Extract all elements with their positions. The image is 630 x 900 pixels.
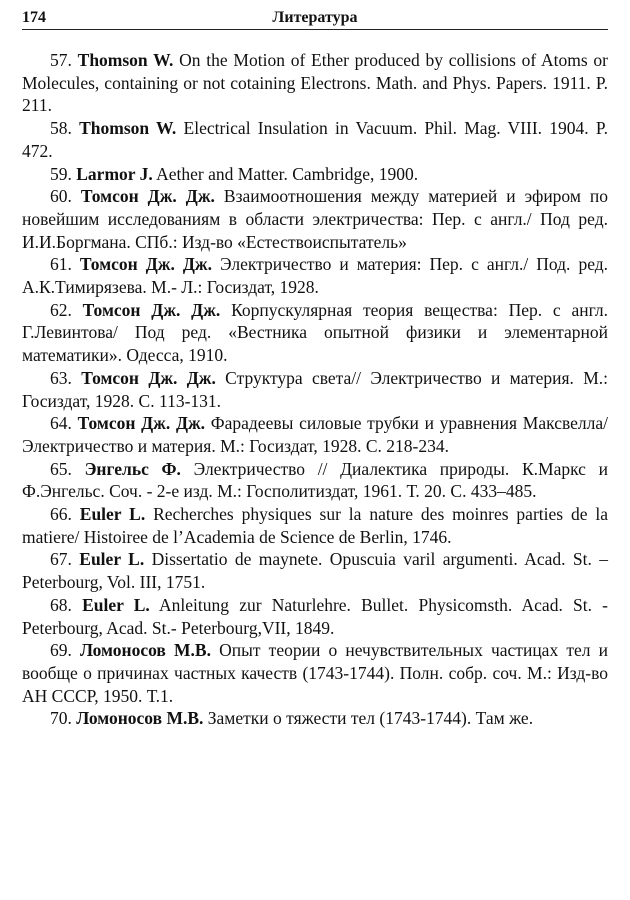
page-header: [22, 7, 608, 30]
reference-item: [22, 707, 608, 730]
reference-item: [22, 299, 608, 367]
reference-author: Euler L.: [82, 594, 150, 615]
reference-item: [22, 117, 608, 162]
reference-number: 57.: [50, 50, 72, 70]
reference-text: Dissertatio de maynete. Opuscuia varil argumenti. Acad. St. – Peterbourg, Vol. III, 1751.: [22, 549, 609, 593]
reference-author: Larmor J.: [76, 163, 153, 184]
reference-text: Корпускулярная теория вещества: Пер. с англ. Г.Левинтова/ Под ред. «Вестника опытной физики и элементарной математики». Одесса, 1910.: [22, 299, 608, 366]
reference-author: Euler L.: [79, 549, 145, 570]
reference-author: Ломоносов М.В.: [80, 640, 211, 661]
reference-item: [22, 594, 608, 639]
running-title: Литература: [272, 9, 358, 26]
reference-item: [22, 503, 608, 548]
reference-number: 66.: [50, 504, 72, 525]
reference-text: Электричество // Диалектика природы. К.Маркс и Ф.Энгельс. Соч. - 2-е изд. М.: Госполитиздат, 1961. Т. 20. С. 433–485.: [22, 458, 608, 502]
reference-text: Electrical Insulation in Vacuum. Phil. Mag. VIII. 1904. P. 472.: [22, 118, 609, 161]
reference-item: [22, 412, 608, 457]
reference-item: [22, 639, 608, 707]
reference-item: [22, 458, 608, 503]
reference-author: Томсон Дж. Дж.: [80, 186, 215, 207]
reference-number: 68.: [50, 594, 72, 615]
reference-author: Энгельс Ф.: [84, 458, 181, 479]
reference-author: Ломоносов М.В.: [76, 708, 204, 729]
reference-text: Recherches physiques sur la nature des moinres parties de la matiere/ Histoiree de l’Academia de Science de Berlin, 1746.: [22, 504, 608, 547]
reference-item: [22, 163, 608, 186]
reference-text: Фарадеевы силовые трубки и уравнения Максвелла/ Электричество и материя. М.: Госиздат, 1928. С. 218-234.: [22, 413, 608, 456]
reference-text: Взаимоотношения между материей и эфиром по новейшим исследованиям в области электричества: Пер. с англ./ Под ред. И.И.Боргмана. СПб.: Изд-во «Естествоиспытатель»: [22, 186, 609, 252]
reference-author: Томсон Дж. Дж.: [82, 299, 221, 320]
reference-text: Структура света// Электричество и материя. М.: Госиздат, 1928. С. 113-131.: [22, 367, 608, 411]
reference-list: [22, 49, 608, 730]
reference-author: Томсон Дж. Дж.: [81, 367, 216, 388]
reference-text: Anleitung zur Naturlehre. Bullet. Physicomsth. Acad. St. - Peterbourg, Acad. St.- Peterbourg,VII, 1849.: [22, 594, 608, 638]
reference-number: 67.: [50, 549, 72, 570]
reference-item: [22, 185, 608, 253]
reference-author: Томсон Дж. Дж.: [77, 413, 206, 434]
reference-author: Thomson W.: [79, 118, 177, 139]
reference-item: [22, 253, 608, 298]
reference-author: Euler L.: [79, 504, 146, 525]
reference-text: Электричество и материя: Пер. с англ./ Под. ред. А.К.Тимирязева. М.- Л.: Госиздат, 1928.: [22, 254, 609, 298]
reference-number: 61.: [50, 254, 72, 275]
reference-number: 65.: [50, 458, 72, 479]
reference-item: [22, 367, 608, 412]
reference-number: 64.: [50, 413, 72, 434]
reference-number: 59.: [50, 163, 72, 184]
reference-author: Томсон Дж. Дж.: [79, 254, 212, 275]
reference-text: On the Motion of Ether produced by collisions of Atoms or Molecules, containing or not cotaining Electrons. Math. and Phys. Papers. 1911. P. 211.: [22, 50, 609, 116]
reference-number: 60.: [50, 186, 72, 207]
reference-item: [22, 49, 608, 117]
reference-number: 70.: [50, 708, 72, 729]
reference-number: 63.: [50, 367, 72, 388]
reference-text: Опыт теории о нечувствительных частицах тел и вообще о причинах частных качеств (1743-1744). Полн. собр. соч. М.: Изд-во АН СССР, 1950. Т.1.: [22, 640, 609, 706]
reference-author: Thomson W.: [77, 50, 174, 70]
reference-text: Aether and Matter. Cambridge, 1900.: [156, 163, 419, 184]
reference-item: [22, 548, 608, 593]
reference-number: 62.: [50, 299, 72, 320]
reference-number: 58.: [50, 118, 72, 139]
page-number: 174: [22, 9, 46, 26]
reference-number: 69.: [50, 640, 72, 661]
reference-text: Заметки о тяжести тел (1743-1744). Там же.: [207, 708, 534, 729]
